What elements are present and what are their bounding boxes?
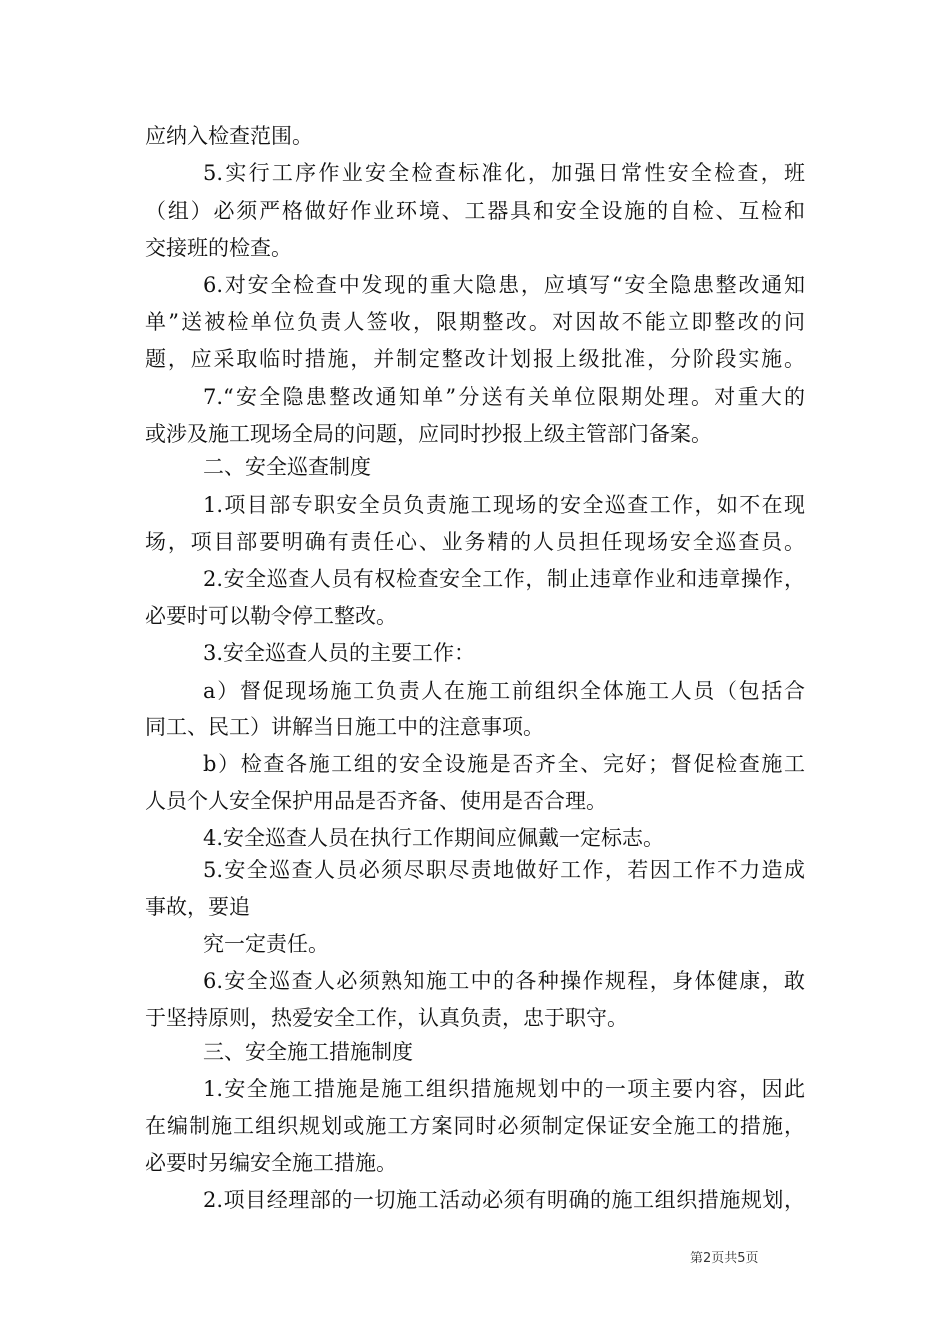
text-line: 4.安全巡查人员在执行工作期间应佩戴一定标志。 bbox=[203, 826, 665, 850]
text-line: 三、安全施工措施制度 bbox=[203, 1040, 413, 1064]
text-line: 人员个人安全保护用品是否齐备、使用是否合理。 bbox=[145, 789, 607, 813]
text-line: 或涉及施工现场全局的问题，应同时抄报上级主管部门备案。 bbox=[145, 422, 712, 446]
text-line: 1.项目部专职安全员负责施工现场的安全巡查工作，如不在现 bbox=[203, 493, 805, 517]
text-line: 究一定责任。 bbox=[203, 932, 329, 956]
text-line: 3.安全巡查人员的主要工作： bbox=[203, 641, 476, 665]
text-line: 5.实行工序作业安全检查标准化，加强日常性安全检查，班 bbox=[203, 161, 805, 185]
text-line: b）检查各施工组的安全设施是否齐全、完好；督促检查施工 bbox=[203, 752, 805, 776]
page-number-footer: 第2页共5页 bbox=[690, 1251, 759, 1266]
text-line: 6.安全巡查人必须熟知施工中的各种操作规程，身体健康，敢 bbox=[203, 969, 805, 993]
text-line: 5.安全巡查人员必须尽职尽责地做好工作，若因工作不力造成 bbox=[203, 858, 805, 882]
text-line: 应纳入检查范围。 bbox=[145, 124, 313, 148]
text-line: 二、安全巡查制度 bbox=[203, 455, 371, 479]
text-line: 必要时另编安全施工措施。 bbox=[145, 1151, 397, 1175]
text-line: 于坚持原则，热爱安全工作，认真负责，忠于职守。 bbox=[145, 1006, 628, 1030]
text-line: 场，项目部要明确有责任心、业务精的人员担任现场安全巡查员。 bbox=[145, 530, 805, 554]
text-line: 在编制施工组织规划或施工方案同时必须制定保证安全施工的措施， bbox=[145, 1114, 805, 1138]
text-line: 单”送被检单位负责人签收，限期整改。对因故不能立即整改的问 bbox=[145, 310, 805, 334]
text-line: 6.对安全检查中发现的重大隐患，应填写“安全隐患整改通知 bbox=[203, 273, 805, 297]
text-line: 交接班的检查。 bbox=[145, 236, 292, 260]
text-line: 必要时可以勒令停工整改。 bbox=[145, 604, 397, 628]
text-line: 同工、民工）讲解当日施工中的注意事项。 bbox=[145, 715, 544, 739]
text-line: （组）必须严格做好作业环境、工器具和安全设施的自检、互检和 bbox=[145, 199, 805, 223]
text-line: 2.项目经理部的一切施工活动必须有明确的施工组织措施规划， bbox=[203, 1188, 805, 1212]
text-line: 2.安全巡查人员有权检查安全工作，制止违章作业和违章操作， bbox=[203, 567, 805, 591]
text-line: a）督促现场施工负责人在施工前组织全体施工人员（包括合 bbox=[203, 679, 805, 703]
text-line: 事故，要追 bbox=[145, 895, 250, 919]
text-line: 题，应采取临时措施，并制定整改计划报上级批准，分阶段实施。 bbox=[145, 347, 805, 371]
text-line: 1.安全施工措施是施工组织措施规划中的一项主要内容，因此 bbox=[203, 1077, 805, 1101]
text-line: 7.“安全隐患整改通知单”分送有关单位限期处理。对重大的 bbox=[203, 385, 805, 409]
